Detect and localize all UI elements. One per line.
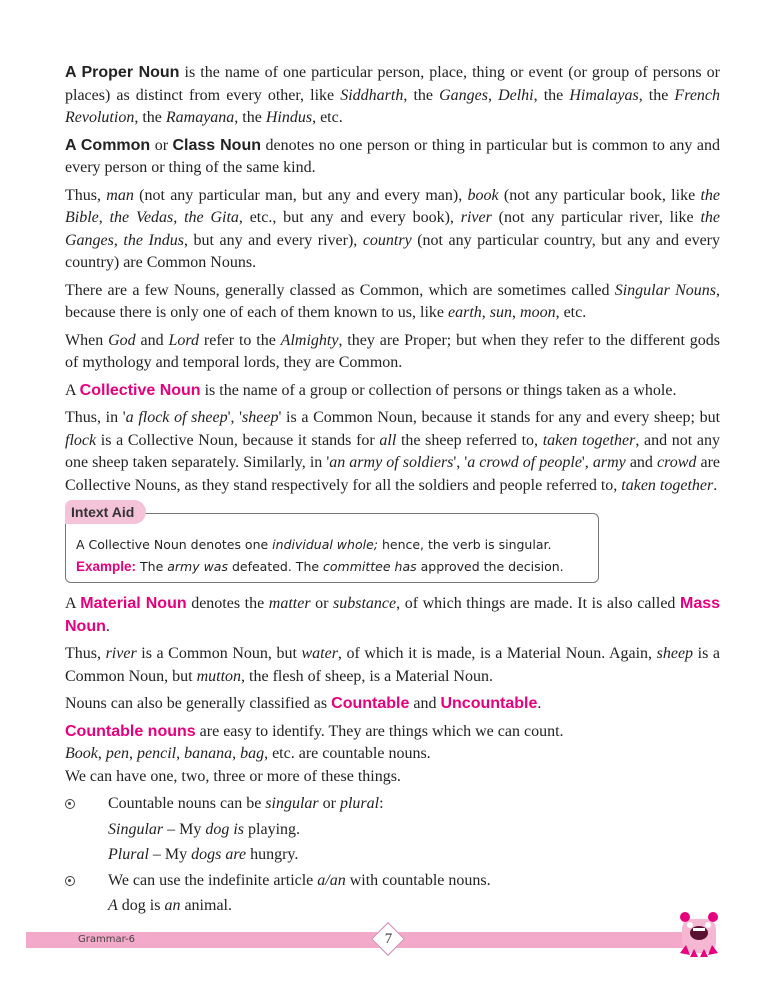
intext-aid-rule	[76, 534, 588, 556]
monster-mascot-icon	[676, 909, 722, 961]
italic-text: French Revolution	[65, 86, 721, 126]
text-run: and	[135, 331, 169, 349]
text-run: A	[65, 381, 80, 399]
italic-text: a flock of sheep	[125, 409, 228, 426]
italic-text: all	[379, 431, 397, 449]
text-run: , the	[403, 86, 440, 104]
bullet-item	[65, 793, 720, 816]
paragraph	[65, 407, 720, 497]
emphasized-term: A Proper Noun	[65, 64, 180, 81]
bullet-icon	[65, 876, 75, 886]
italic-text: a/an	[317, 871, 346, 889]
bullet-item	[65, 870, 720, 893]
italic-text: crowd	[657, 454, 697, 471]
text-run: are Collective Nouns, as they stand respectively for all the soldiers and people referred to,	[65, 454, 720, 494]
text-run: .	[713, 476, 718, 494]
text-run: A	[65, 595, 81, 612]
intext-aid-box	[65, 504, 599, 583]
text-run: refer to the	[199, 331, 281, 349]
countable-line	[65, 743, 720, 766]
italic-text: Ganges	[439, 86, 488, 104]
paragraph	[65, 593, 720, 638]
countable-line	[65, 766, 720, 789]
italic-text: an	[164, 897, 181, 914]
countable-line	[65, 721, 720, 744]
emphasized-term: Countable	[331, 695, 410, 712]
italic-text: Ramayana	[165, 109, 235, 126]
countable-nouns-section	[65, 721, 720, 789]
text-run: playing.	[244, 820, 301, 838]
text-run: There are a few Nouns, generally classed as Common, which are sometimes called	[65, 281, 615, 299]
italic-text: the Bible	[65, 186, 721, 226]
text-run: ,	[232, 745, 241, 762]
text-run: is a Common Noun, but	[136, 645, 302, 662]
italic-text: Singular Nouns	[614, 281, 716, 299]
text-run: , but any and every river),	[184, 231, 363, 249]
text-run: , etc.	[555, 304, 587, 321]
emphasized-term: Material Noun	[80, 595, 187, 612]
text-run: is a Collective Noun, because it stands for	[96, 431, 380, 449]
text-run: ,	[128, 745, 137, 762]
text-run: the sheep referred to,	[396, 431, 543, 449]
intext-aid-example	[76, 556, 588, 578]
text-run: , they are Proper; but when they refer to the different gods of mythology and temporal lords, they are Common.	[65, 331, 720, 371]
italic-text: a crowd of people	[467, 454, 582, 471]
text-run: is the name of one particular person, place, thing or event (or group of persons or places) as distinct from every other, like	[65, 64, 721, 104]
intext-aid-title: Intext Aid	[65, 500, 146, 524]
text-run: , etc.	[312, 109, 343, 126]
text-run: Nouns can also be generally classified as	[65, 695, 332, 712]
text-run: , etc., but any and every book),	[238, 209, 461, 226]
italic-text: Almighty	[280, 331, 339, 349]
italic-text: moon	[520, 304, 556, 321]
page-number: 7	[384, 930, 393, 947]
paragraph	[65, 62, 720, 130]
text-run: approved the decision.	[416, 559, 564, 574]
text-run: , the	[533, 86, 570, 104]
text-run: , of which things are made. It is also called	[396, 595, 680, 612]
text-run: Thus,	[65, 645, 106, 662]
text-run: dog is	[117, 897, 165, 914]
paragraph	[65, 330, 720, 375]
text-run: animal.	[180, 897, 232, 914]
text-run: , the	[638, 86, 675, 104]
emphasized-term: Class Noun	[172, 136, 261, 154]
paragraph	[65, 643, 720, 688]
italic-text: matter	[268, 595, 311, 612]
italic-text: river	[460, 209, 492, 226]
text-run: are easy to identify. They are things which we can count.	[195, 722, 564, 740]
text-run: ,	[487, 86, 499, 104]
italic-text: substance	[333, 595, 397, 612]
text-run: ,	[481, 304, 490, 321]
italic-text: committee has	[323, 559, 417, 574]
text-run: We can have one, two, three or more of these things.	[65, 767, 401, 785]
italic-text: book	[467, 186, 499, 204]
text-run: When	[65, 331, 109, 349]
italic-text: the Indus	[123, 231, 185, 249]
text-run: .	[105, 617, 110, 635]
italic-text: river	[105, 645, 137, 662]
text-run: is a Common Noun, but	[65, 645, 720, 685]
text-run: is the name of a group or collection of persons or things taken as a whole.	[200, 381, 677, 399]
italic-text: country	[362, 231, 412, 249]
text-run: (not any particular book, like	[498, 186, 701, 204]
text-run: .	[537, 695, 542, 712]
text-run: ' is a Common Noun, because it stands for any and every sheep; but	[278, 409, 721, 426]
italic-text: man	[106, 186, 134, 204]
text-run: – My	[148, 846, 192, 863]
text-run: , because there is only one of each of them known to us, like	[65, 281, 720, 321]
page-content	[65, 62, 720, 921]
text-run: or	[150, 136, 173, 154]
italic-text: sheep	[242, 409, 279, 426]
text-run: ,	[113, 231, 124, 249]
italic-text: A	[108, 897, 118, 914]
text-run: (not any particular river, like	[491, 209, 701, 226]
italic-text: pencil	[136, 745, 177, 762]
text-run: ,	[97, 745, 106, 762]
italic-text: banana	[184, 745, 233, 762]
emphasized-term: Uncountable	[440, 695, 538, 712]
bullet-icon	[65, 799, 75, 809]
emphasized-term: Countable nouns	[65, 722, 196, 740]
italic-text: taken together	[621, 476, 714, 494]
italic-text: singular	[265, 795, 319, 812]
text-run: Countable nouns can be	[108, 795, 266, 812]
italic-text: Siddharth	[340, 86, 404, 104]
text-run: or	[318, 795, 340, 812]
page-footer	[0, 909, 783, 965]
italic-text: an army of soldiers	[329, 454, 454, 471]
italic-text: dog is	[205, 820, 245, 838]
italic-text: taken together	[542, 431, 636, 449]
italic-text: sun	[489, 304, 513, 321]
text-run: denotes the	[186, 595, 269, 612]
text-run: A Collective Noun denotes one	[76, 537, 273, 552]
italic-text: army was	[167, 559, 228, 574]
italic-text: Singular	[108, 820, 164, 838]
text-run: ,	[176, 745, 185, 762]
text-run: Thus, in '	[65, 409, 126, 426]
text-run: with countable nouns.	[345, 871, 491, 889]
italic-text: Himalayas	[569, 86, 639, 104]
text-run: :	[379, 795, 384, 812]
italic-text: earth	[448, 304, 482, 321]
text-run: or	[310, 595, 334, 612]
paragraph	[65, 135, 720, 180]
italic-text: water	[301, 645, 338, 662]
italic-text: Hindus	[265, 109, 313, 126]
text-run: ,	[512, 304, 521, 321]
italic-text: Plural	[108, 846, 149, 863]
text-run: ', '	[227, 409, 243, 426]
emphasized-term: Collective Noun	[79, 381, 201, 399]
italic-text: the Gita	[184, 209, 239, 226]
italic-text: dogs are	[191, 846, 247, 863]
text-run: , of which it is made, is a Material Noun. Again,	[337, 645, 657, 662]
text-run: hungry.	[246, 846, 299, 863]
italic-text: individual whole;	[272, 537, 378, 552]
italic-text: Lord	[168, 331, 200, 349]
text-run: (not any particular man, but any and every man),	[133, 186, 468, 204]
paragraphs-section-1	[65, 62, 720, 497]
italic-text: plural	[339, 795, 380, 812]
italic-text: sheep	[656, 645, 694, 662]
text-run: , the flesh of sheep, is a Material Noun.	[241, 667, 493, 685]
text-run: , the	[134, 109, 166, 126]
text-run: ,	[98, 209, 110, 226]
emphasized-term: Example:	[76, 559, 137, 574]
text-run: , the	[234, 109, 266, 126]
paragraph	[65, 280, 720, 325]
italic-text: mutton	[196, 667, 242, 685]
italic-text: Delhi	[498, 86, 534, 104]
text-run: , etc. are countable nouns.	[264, 745, 431, 762]
text-run: The	[136, 559, 168, 574]
text-run: ,	[173, 209, 185, 226]
text-run: Thus,	[65, 186, 107, 204]
text-run: ', '	[453, 454, 468, 471]
paragraph	[65, 693, 720, 716]
text-run: , and not any one sheep taken separately. Similarly, in '	[65, 431, 721, 471]
text-run: ',	[581, 454, 593, 471]
text-run: defeated. The	[227, 559, 324, 574]
text-run: – My	[163, 820, 206, 838]
italic-text: the Vedas	[109, 209, 174, 226]
emphasized-term: A Common	[65, 136, 151, 154]
emphasized-term: Mass Noun	[65, 595, 721, 635]
italic-text: pen	[105, 745, 129, 762]
text-run: hence, the verb is singular.	[377, 537, 552, 552]
paragraph	[65, 380, 720, 403]
text-run: and	[625, 454, 657, 471]
text-run: denotes no one person or thing in particular but is common to any and every person or thing of the same kind.	[65, 136, 721, 176]
italic-text: God	[108, 331, 136, 349]
paragraph	[65, 185, 720, 275]
bullet-example	[65, 819, 720, 842]
italic-text: bag	[240, 745, 265, 762]
italic-text: the Ganges	[65, 209, 720, 249]
bullet-list	[65, 793, 720, 918]
italic-text: Book	[65, 745, 98, 762]
italic-text: army	[592, 454, 626, 471]
text-run: and	[409, 695, 441, 712]
bullet-example	[65, 844, 720, 867]
italic-text: flock	[65, 431, 97, 449]
text-run: We can use the indefinite article	[108, 871, 318, 889]
text-run: (not any particular country, but any and every country) are Common Nouns.	[65, 231, 720, 271]
footer-book-title: Grammar-6	[78, 933, 136, 945]
paragraphs-section-2	[65, 593, 720, 716]
